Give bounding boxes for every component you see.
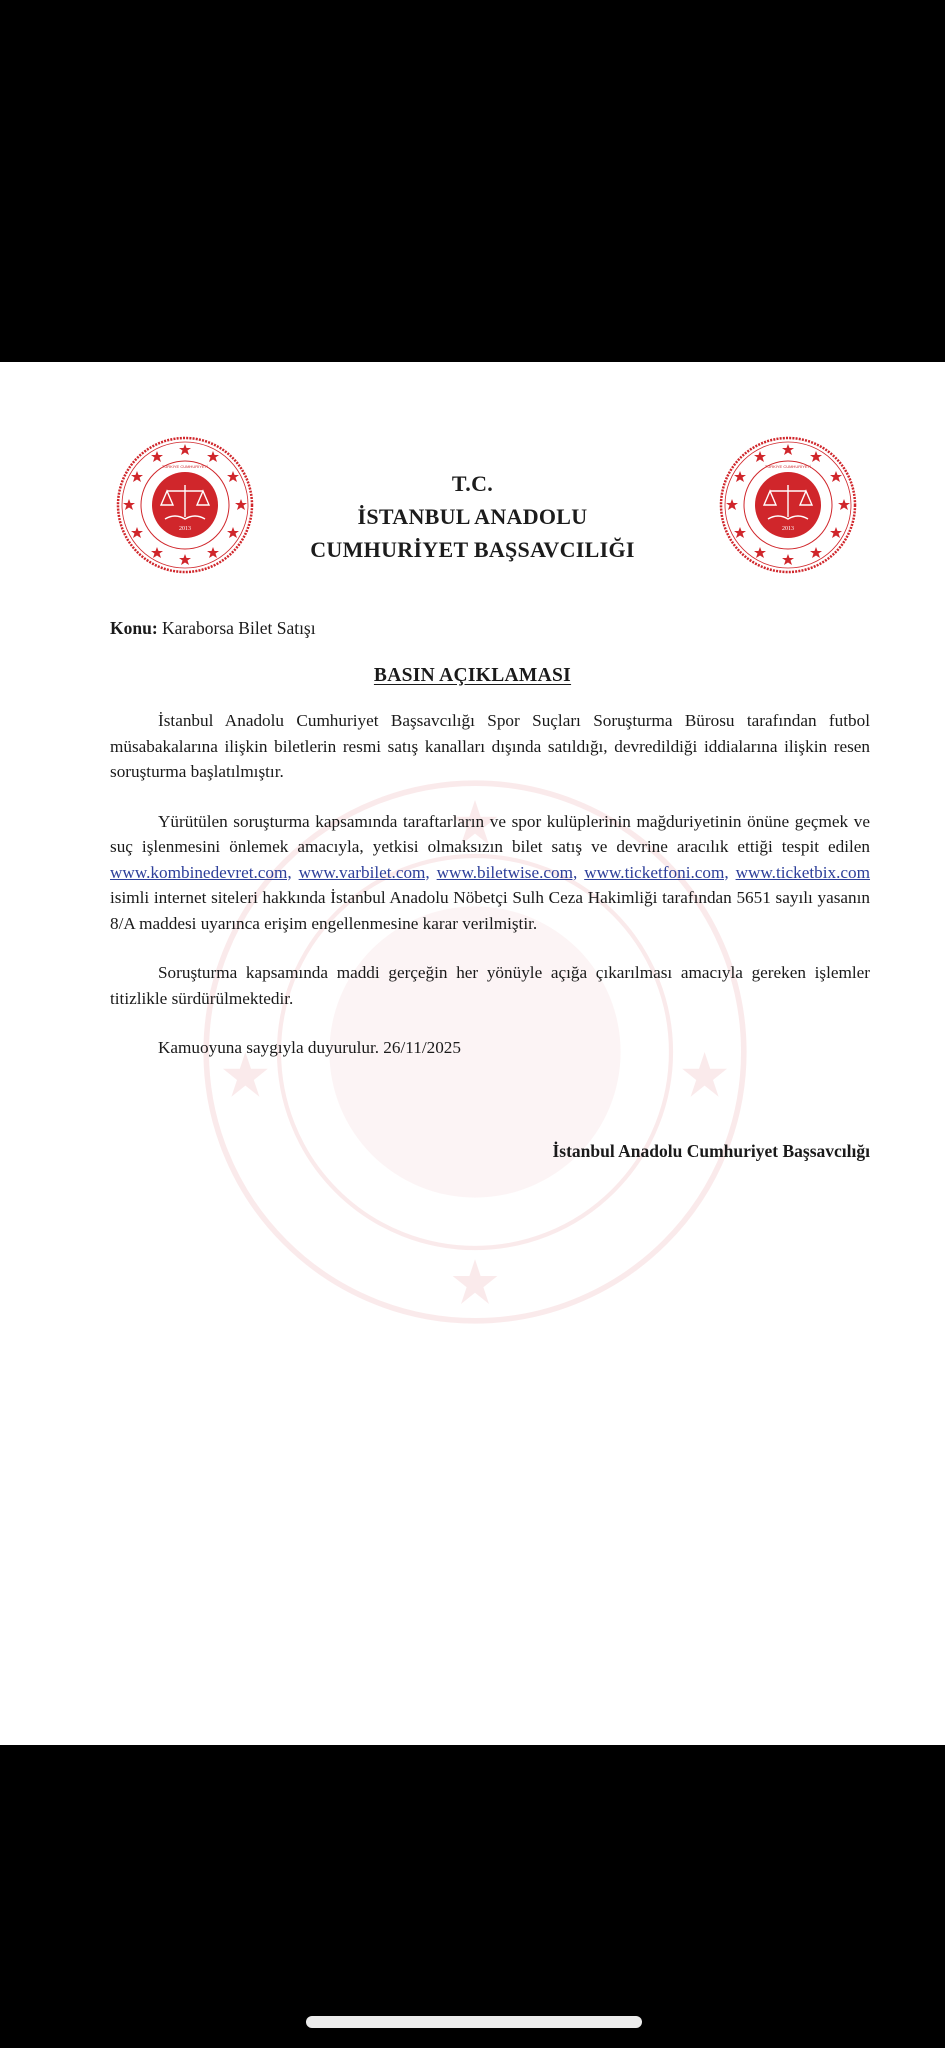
document-body <box>110 708 870 1085</box>
subject-label: Konu: <box>110 618 158 638</box>
paragraph-2 <box>110 809 870 937</box>
home-indicator[interactable] <box>306 2016 642 2028</box>
svg-text:2013: 2013 <box>179 526 191 532</box>
bottom-black-bar <box>0 1745 945 2048</box>
header-tc: T.C. <box>451 471 494 496</box>
link-varbilet[interactable]: www.varbilet.com, <box>298 862 430 882</box>
link-ticketbix[interactable]: www.ticketbix.com <box>735 862 871 882</box>
subject-line <box>110 618 316 639</box>
subject-value: Karaborsa Bilet Satışı <box>162 618 316 638</box>
press-release-document <box>0 362 945 1745</box>
signature: İstanbul Anadolu Cumhuriyet Başsavcılığı <box>552 1141 870 1161</box>
document-title: BASIN AÇIKLAMASI <box>373 665 572 686</box>
document-header <box>0 467 945 566</box>
paragraph-2-outro: isimli internet siteleri hakkında İstanbul Anadolu Nöbetçi Sulh Ceza Hakimliği tarafından 5651 sayılı yasanın 8/A maddesi uyarınca erişim engellenmesine karar verilmiştir. <box>110 888 870 933</box>
paragraph-4-closing: Kamuoyuna saygıyla duyurulur. 26/11/2025 <box>158 1038 461 1057</box>
link-biletwise[interactable]: www.biletwise.com, <box>436 862 578 882</box>
link-ticketfoni[interactable]: www.ticketfoni.com, <box>584 862 729 882</box>
svg-text:2013: 2013 <box>782 526 794 532</box>
paragraph-1: İstanbul Anadolu Cumhuriyet Başsavcılığı Spor Suçları Soruşturma Bürosu tarafından futbol müsabakalarına ilişkin biletlerin resmi satış kanalları dışında satıldığı, devredildiği iddialarına ilişkin resen soruşturma başlatılmıştır. <box>110 711 870 781</box>
top-black-bar <box>0 0 945 362</box>
paragraph-3: Soruşturma kapsamında maddi gerçeğin her yönüyle açığa çıkarılması amacıyla gereken işlemler titizlikle sürdürülmektedir. <box>110 963 870 1008</box>
svg-text:TÜRKİYE CUMHURİYETİ: TÜRKİYE CUMHURİYETİ <box>764 464 812 469</box>
header-istanbul-anadolu: İSTANBUL ANADOLU <box>357 504 588 529</box>
link-kombinedevret[interactable]: www.kombinedevret.com, <box>110 862 292 882</box>
header-cumhuriyet-bassavciligi: CUMHURİYET BAŞSAVCILIĞI <box>310 537 635 562</box>
svg-text:TÜRKİYE CUMHURİYETİ: TÜRKİYE CUMHURİYETİ <box>161 464 209 469</box>
paragraph-2-intro: Yürütülen soruşturma kapsamında taraftarların ve spor kulüplerinin mağduriyetinin önüne geçmek ve suç işlenmesini önlemek amacıyla, yetkisi olmaksızın bilet satış ve devrine aracılık ettiği tespit edilen <box>110 811 870 856</box>
